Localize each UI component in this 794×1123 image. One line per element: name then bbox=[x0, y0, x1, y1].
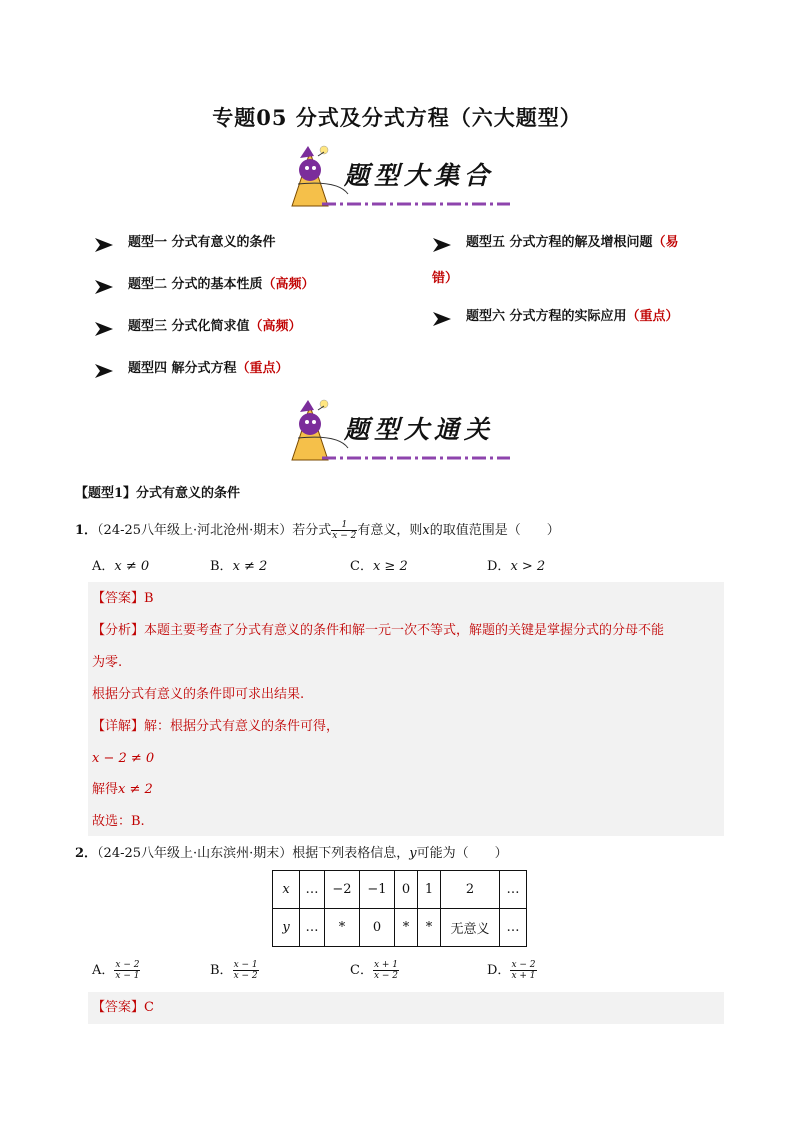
analysis-text: 【分析】本题主要考查了分式有意义的条件和解一元一次不等式，解题的关键是掌握分式的分母不能 bbox=[92, 623, 665, 638]
table-cell: … bbox=[500, 871, 527, 909]
toc-tag: （高频） bbox=[249, 319, 302, 334]
option-b[interactable]: B．x ≠ 2 bbox=[210, 559, 268, 574]
toc-item-4[interactable] bbox=[94, 358, 289, 380]
toc-item-1[interactable] bbox=[94, 232, 276, 254]
question-text: 的取值范围是（ ） bbox=[429, 523, 560, 538]
detail-formula: x − 2 ≠ 0 bbox=[92, 751, 155, 766]
table-row bbox=[273, 909, 527, 947]
detail-conclusion: 故选：B. bbox=[92, 814, 145, 829]
toc-tag: （重点） bbox=[626, 309, 679, 324]
arrowhead-bullet-icon bbox=[432, 237, 452, 253]
banner-title: 题型大集合 bbox=[344, 161, 495, 190]
detail-text: 【详解】解：根据分式有意义的条件可得， bbox=[92, 719, 340, 734]
table-cell: −1 bbox=[360, 871, 395, 909]
question-1 bbox=[75, 520, 560, 541]
question-number: 1． bbox=[75, 523, 98, 538]
arrowhead-bullet-icon bbox=[432, 311, 452, 327]
page-title: 专题05 分式及分式方程（六大题型） bbox=[212, 105, 582, 130]
toc-label: 题型一 分式有意义的条件 bbox=[128, 235, 276, 250]
arrowhead-bullet-icon bbox=[94, 321, 114, 337]
toc-item-5[interactable] bbox=[432, 232, 722, 254]
arrowhead-bullet-icon bbox=[94, 363, 114, 379]
section-heading: 【题型1】分式有意义的条件 bbox=[75, 486, 241, 501]
option-c[interactable]: C．x ≥ 2 bbox=[350, 559, 408, 574]
question-number: 2． bbox=[75, 846, 98, 861]
answer: 【答案】B bbox=[92, 591, 154, 606]
value-table bbox=[272, 870, 527, 947]
table-cell: y bbox=[273, 909, 300, 947]
table-cell: … bbox=[500, 909, 527, 947]
variable: y bbox=[409, 846, 417, 861]
option-d[interactable]: D． $\frac{x - 2}{x + 1}$ bbox=[487, 960, 536, 981]
answer-panel bbox=[88, 992, 724, 1024]
question-text: 可能为（ ） bbox=[416, 846, 508, 861]
toc-tag: （重点） bbox=[236, 361, 289, 376]
toc-item-2[interactable] bbox=[94, 274, 315, 296]
toc-item-5-wrap bbox=[432, 268, 458, 290]
arrowhead-bullet-icon bbox=[94, 237, 114, 253]
variable: x bbox=[422, 523, 430, 538]
table-cell: x bbox=[273, 871, 300, 909]
analysis-text: 为零. bbox=[92, 655, 123, 670]
banner-collection bbox=[288, 144, 520, 216]
option-b[interactable]: B． $\frac{x - 1}{x - 2}$ bbox=[210, 960, 258, 981]
question-text: （24-25八年级上·山东滨州·期末）根据下列表格信息， bbox=[97, 846, 410, 861]
table-cell: −2 bbox=[325, 871, 360, 909]
table-cell: … bbox=[300, 871, 325, 909]
toc-tag: （高频） bbox=[262, 277, 315, 292]
banner-title: 题型大通关 bbox=[344, 415, 495, 444]
analysis-text: 根据分式有意义的条件即可求出结果. bbox=[92, 687, 305, 702]
banner-pass bbox=[288, 398, 520, 470]
toc-item-3[interactable] bbox=[94, 316, 302, 338]
toc-label: 题型二 分式的基本性质 bbox=[128, 277, 263, 292]
toc-tag: 错） bbox=[432, 271, 459, 286]
question-text: 有意义，则 bbox=[357, 523, 423, 538]
detail-text: 解得x ≠ 2 bbox=[92, 782, 153, 797]
table-cell: * bbox=[418, 909, 441, 947]
question-text: （24-25八年级上·河北沧州·期末）若分式 bbox=[97, 523, 332, 538]
option-a[interactable]: A． $\frac{x - 2}{x - 1}$ bbox=[92, 960, 140, 981]
table-cell: … bbox=[300, 909, 325, 947]
option-d[interactable]: D．x > 2 bbox=[487, 559, 546, 574]
table-cell: 1 bbox=[418, 871, 441, 909]
toc-item-6[interactable] bbox=[432, 306, 679, 328]
toc-label: 题型四 解分式方程 bbox=[128, 361, 237, 376]
table-cell: 0 bbox=[395, 871, 418, 909]
table-cell: * bbox=[325, 909, 360, 947]
table-cell: 2 bbox=[441, 871, 500, 909]
table-cell: * bbox=[395, 909, 418, 947]
toc-label: 题型五 分式方程的解及增根问题（易 bbox=[466, 235, 679, 250]
toc-label: 题型六 分式方程的实际应用 bbox=[466, 309, 627, 324]
table-cell: 无意义 bbox=[441, 909, 500, 947]
arrowhead-bullet-icon bbox=[94, 279, 114, 295]
question-2 bbox=[75, 844, 508, 864]
table-row bbox=[273, 871, 527, 909]
table-cell: 0 bbox=[360, 909, 395, 947]
toc-label: 题型三 分式化简求值 bbox=[128, 319, 250, 334]
option-c[interactable]: C． $\frac{x + 1}{x - 2}$ bbox=[350, 960, 399, 981]
fraction: $\frac{1}{x - 2}$ bbox=[332, 520, 357, 541]
answer: 【答案】C bbox=[92, 1000, 154, 1015]
option-a[interactable]: A．x ≠ 0 bbox=[92, 559, 150, 574]
